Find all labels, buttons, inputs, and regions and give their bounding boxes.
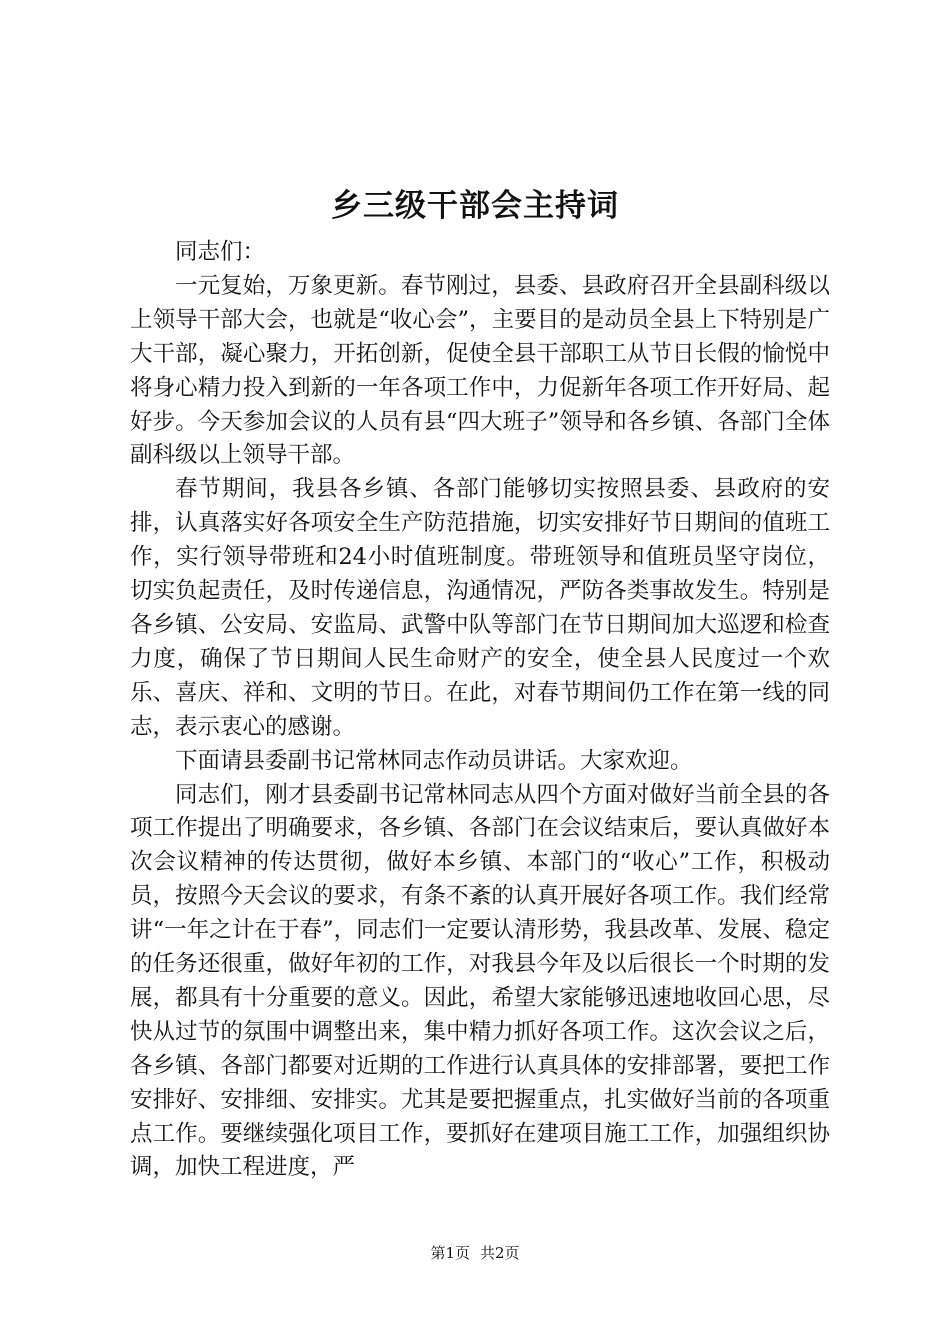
paragraph-salutation: 同志们： xyxy=(175,239,266,265)
page-number: 第1页 xyxy=(430,1244,470,1262)
page-footer xyxy=(0,1243,950,1263)
document-body xyxy=(130,236,830,1185)
paragraph-speech-intro: 下面请县委副书记常林同志作动员讲话。大家欢迎。 xyxy=(175,747,693,774)
document-title: 乡三级干部会主持词 xyxy=(331,188,619,224)
paragraph-holiday-safety: 春节期间，我县各乡镇、各部门能够切实按照县委、县政府的安排，认真落实好各项安全生产防范措施，切实安排好节日期间的值班工作，实行领导带班和24小时值班制度。带班领导和值班员坚守岗位，切实负起责任，及时传递信息，沟通情况，严防各类事故发生。特别是各乡镇、公安局、安监局、武警中队等部门在节日期间加大巡逻和检查力度，确保了节日期间人民生命财产的安全，使全县人民度过一个欢乐、喜庆、祥和、文明的节日。在此，对春节期间仍工作在第一线的同志，表示衷心的感谢。 xyxy=(130,476,830,740)
paragraph-opening: 一元复始，万象更新。春节刚过，县委、县政府召开全县副科级以上领导干部大会，也就是“收心会”，主要目的是动员全县上下特别是广大干部，凝心聚力，开拓创新，促使全县干部职工从节日长假的愉悦中将身心精力投入到新的一年各项工作中，力促新年各项工作开好局、起好步。今天参加会议的人员有县“四大班子”领导和各乡镇、各部门全体副科级以上领导干部。 xyxy=(130,272,830,469)
paragraph-requirements: 同志们，刚才县委副书记常林同志从四个方面对做好当前全县的各项工作提出了明确要求，各乡镇、各部门在会议结束后，要认真做好本次会议精神的传达贯彻，做好本乡镇、本部门的“收心”工作，积极动员，按照今天会议的要求，有条不紊的认真开展好各项工作。我们经常讲“一年之计在于春”，同志们一定要认清形势，我县改革、发展、稳定的任务还很重，做好年初的工作，对我县今年及以后很长一个时期的发展，都具有十分重要的意义。因此，希望大家能够迅速地收回心思，尽快从过节的氛围中调整出来，集中精力抓好各项工作。这次会议之后，各乡镇、各部门都要对近期的工作进行认真具体的安排部署，要把工作安排好、安排细、安排实。尤其是要把握重点，扎实做好当前的各项重点工作。要继续强化项目工作，要抓好在建项目施工工作，加强组织协调，加快工程进度，严 xyxy=(130,781,830,1181)
page-total: 共2页 xyxy=(480,1244,520,1262)
